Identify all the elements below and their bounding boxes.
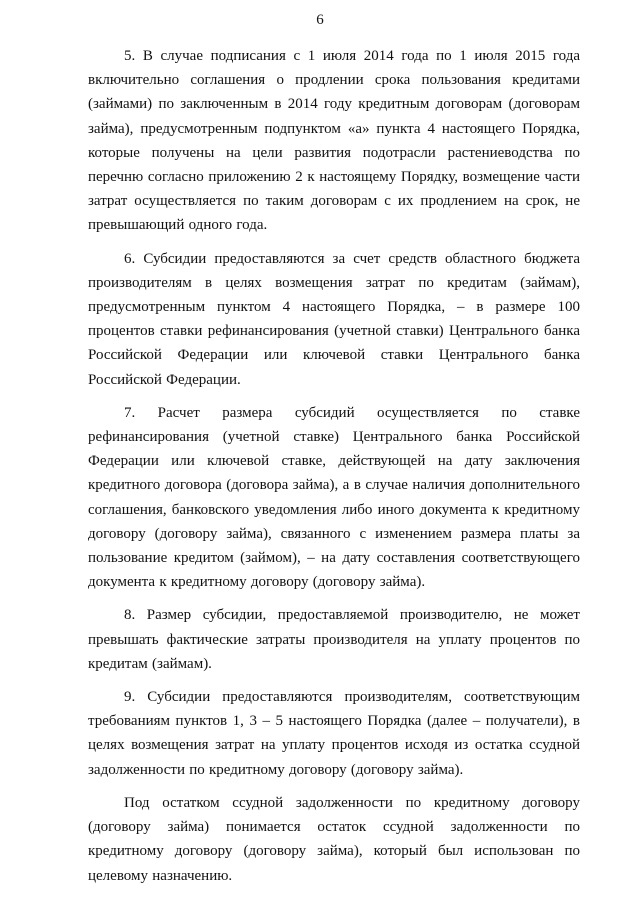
paragraph-7: 7. Расчет размера субсидий осуществляется по ставке рефинансирования (учетной ставке) Центрального банка Российской Федерации или ключевой ставке, действующей на дату заключения кредитного договора (договора займа), а в случае наличия дополнительного соглашения, банковского уведомления либо иного документа к кредитному договору (договору займа), связанного с изменением размера платы за пользование кредитом (займом), – на дату составления соответствующего документа к кредитному договору (договору займа). [88,404,580,591]
document-body [88,44,580,888]
page-number: 6 [316,12,324,28]
paragraph-definition: Под остатком ссудной задолженности по кредитному договору (договору займа) понимается остаток ссудной задолженности по кредитному договору (договору займа), который был использован по целевому назначению. [88,794,580,884]
paragraph-5: 5. В случае подписания с 1 июля 2014 года по 1 июля 2015 года включительно соглашения о продлении срока пользования кредитами (займами) по заключенным в 2014 году кредитным договорам (договорам займа), предусмотренным подпунктом «а» пункта 4 настоящего Порядка, которые получены на цели развития подотрасли растениеводства по перечню согласно приложению 2 к настоящему Порядку, возмещение части затрат осуществляется по таким договорам с их продлением на срок, не превышающий одного года. [88,48,580,234]
paragraph-8: 8. Размер субсидии, предоставляемой производителю, не может превышать фактические затраты производителя на уплату процентов по кредитам (займам). [88,607,580,672]
paragraph-9: 9. Субсидии предоставляются производителям, соответствующим требованиям пунктов 1, 3 – 5 настоящего Порядка (далее – получатели), в целях возмещения затрат на уплату процентов исходя из остатка ссудной задолженности по кредитному договору (договору займа). [88,689,580,778]
paragraph-6: 6. Субсидии предоставляются за счет средств областного бюджета производителям в целях возмещения затрат по кредитам (займам), предусмотренным пунктом 4 настоящего Порядка, – в размере 100 процентов ставки рефинансирования (учетной ставки) Центрального банка Российской Федерации или ключевой ставки Центрального банка Российской Федерации. [88,250,580,388]
